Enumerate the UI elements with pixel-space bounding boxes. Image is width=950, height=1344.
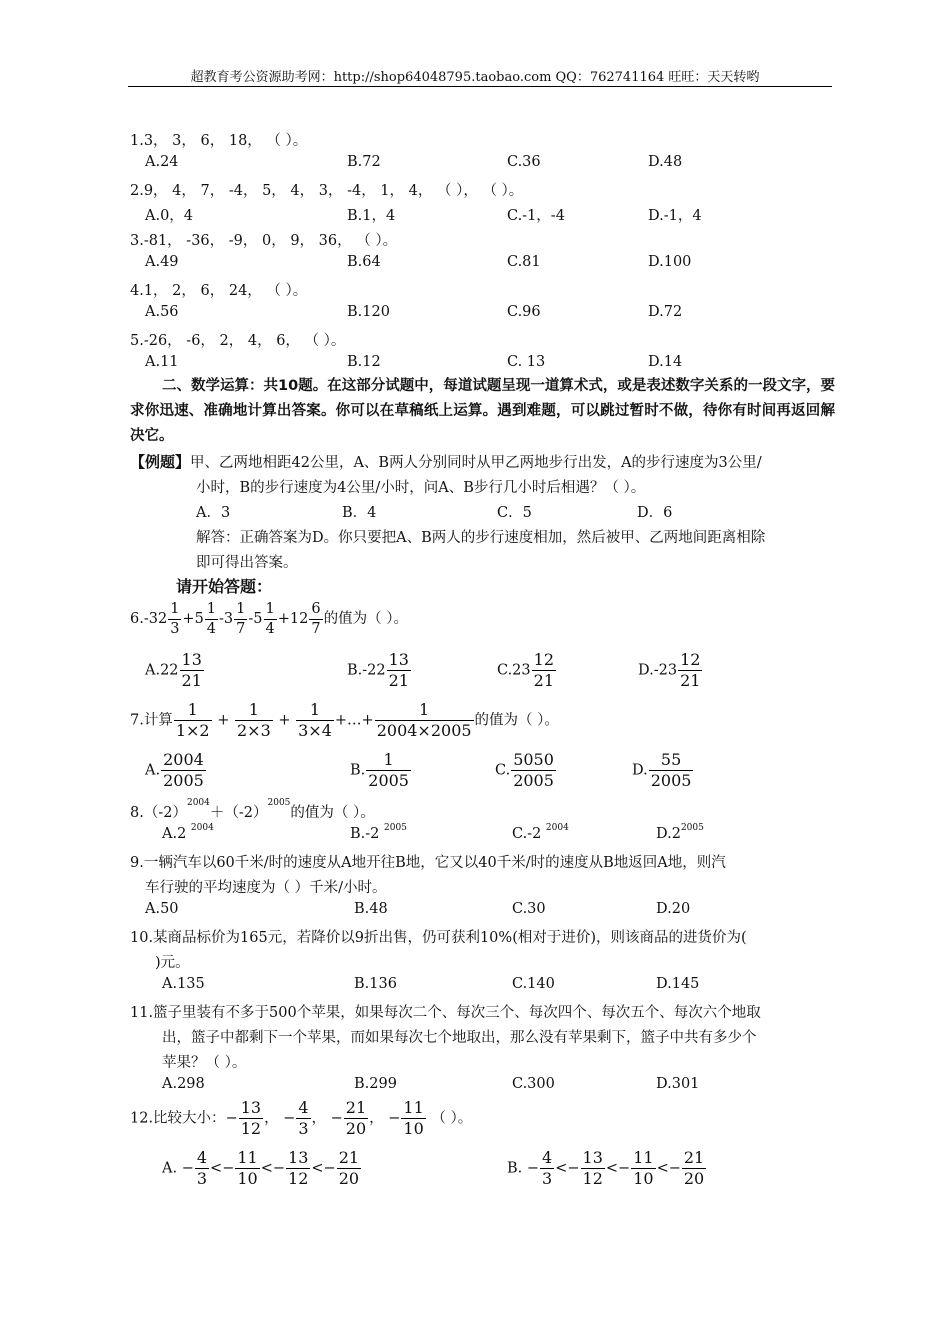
q4-option-b: B.120 [347,304,390,320]
q10-option-b: B.136 [354,976,397,992]
section2-instructions: 二、数学运算：共10题。在这部分试题中，每道试题呈现一道算术式，或是表述数字关系的一段文字，要求你迅速、准确地计算出答案。你可以在草稿纸上运算。遇到难题，可以跳过暂时不做，待你有时间再返回解决它。 [130,378,835,444]
q6-option-a: A.22 $\frac{13}{21}$ [145,650,202,690]
q11-line3: 苹果？（ ）。 [162,1055,247,1071]
q5-option-d: D.14 [648,354,683,370]
example-option-b: B．4 [342,505,377,521]
start-heading: 请开始答题： [176,577,273,596]
q6-stem: 6.-32 $\frac{1}{3}$ +5 $\frac{1}{4}$ -3 $\frac{1}{7}$ -5 $\frac{1}{4}$ +12 $\frac{6}{7}$ 的值为（ ）。 [130,601,408,637]
q3-option-d: D.100 [648,254,692,270]
q1-option-c: C.36 [507,154,541,170]
q6-option-c: C.23 $\frac{12}{21}$ [497,650,554,690]
q5-option-c: C. 13 [507,354,546,370]
q1-option-a: A.24 [145,154,179,170]
q5-option-a: A.11 [145,354,179,370]
q11-option-b: B.299 [354,1076,397,1092]
example-answer-2: 即可得出答案。 [196,555,298,571]
q10-line2: )元。 [155,955,190,971]
example-line1 [130,451,762,472]
q5-option-b: B.12 [347,354,381,370]
q11-line1: 11.篮子里装有不多于500个苹果，如果每次二个、每次三个、每次四个、每次五个、每次六个地取 [130,1005,761,1021]
q3-option-c: C.81 [507,254,541,270]
q11-line2: 出，篮子中都剩下一个苹果，而如果每次七个地取出，那么没有苹果剩下，篮子中共有多少个 [162,1030,757,1046]
q9-line1: 9.一辆汽车以60千米/时的速度从A地开往B地，它又以40千米/时的速度从B地返回A地，则汽 [130,855,726,871]
q2-stem: 2.9， 4， 7， -4， 5， 4， 3， -4， 1， 4， （ ）， （ ）。 [130,183,524,199]
q2-option-b: B.1，4 [347,208,396,224]
example-option-a: A．3 [196,505,231,521]
q1-stem: 1.3， 3， 6， 18， （ ）。 [130,133,308,149]
example-label: 【例题】 [130,453,191,471]
q6-option-b: B.-22 $\frac{13}{21}$ [347,650,409,690]
q1-option-b: B.72 [347,154,381,170]
example-text-1: 甲、乙两地相距42公里，A、B两人分别同时从甲乙两地步行出发，A的步行速度为3公里/ [190,455,762,471]
q11-option-a: A.298 [162,1076,205,1092]
q7-option-c: C. $\frac{5050}{2005}$ [495,750,554,790]
q9-line2: 车行驶的平均速度为（ ）千米/小时。 [145,880,387,896]
q10-line1: 10.某商品标价为165元，若降价以9折出售，仍可获利10%(相对于进价)，则该商品的进货价为( [130,930,747,946]
q8-option-b: B.-2 $^{2005}$ [350,823,407,842]
q7-option-a: A. $\frac{2004}{2005}$ [145,750,204,790]
q8-option-c: C.-2 $^{2004}$ [512,823,569,842]
q5-stem: 5.-26， -6， 2， 4， 6， （ ）。 [130,333,346,349]
q3-option-b: B.64 [347,254,381,270]
example-answer-1: 解答：正确答案为D。你只要把A、B两人的步行速度相加，然后被甲、乙两地间距离相除 [196,530,766,546]
q11-option-c: C.300 [512,1076,555,1092]
header-rule [128,86,832,87]
q2-option-a: A.0，4 [145,208,194,224]
q3-option-a: A.49 [145,254,179,270]
q6-option-d: D.-23 $\frac{12}{21}$ [638,650,701,690]
q9-option-a: A.50 [145,901,179,917]
q4-option-c: C.96 [507,304,541,320]
q9-option-c: C.30 [512,901,546,917]
q2-option-d: D.-1，4 [648,208,702,224]
q7-option-d: D. $\frac{55}{2005}$ [632,750,692,790]
q12-stem: 12.比较大小：− $\frac{13}{12}$ ， − $\frac{4}{3}$ ， − $\frac{21}{20}$ ， − $\frac{11}{10}$ （ ）。 [130,1098,473,1138]
q9-option-b: B.48 [354,901,388,917]
q7-option-b: B. $\frac{1}{2005}$ [350,750,409,790]
page-header: 超教育考公资源助考网：http://shop64048795.taobao.com QQ：762741164 旺旺：天天转哟 [190,70,760,85]
q2-option-c: C.-1，-4 [507,208,565,224]
q4-stem: 4.1， 2， 6， 24， （ ）。 [130,283,308,299]
q4-option-a: A.56 [145,304,179,320]
q10-option-a: A.135 [162,976,205,992]
example-option-c: C．5 [497,505,532,521]
example-text-2: 小时，B的步行速度为4公里/小时，问A、B步行几小时后相遇？（ ）。 [196,480,646,496]
example-option-d: D．6 [637,505,673,521]
q3-stem: 3.-81， -36， -9， 0， 9， 36， （ ）。 [130,233,398,249]
q8-option-a: A.2 $^{2004}$ [162,823,214,842]
q12-option-a: A. − $\frac{4}{3}$ <− $\frac{11}{10}$ <− $\frac{13}{12}$ <− $\frac{21}{20}$ [162,1148,360,1188]
q11-option-d: D.301 [656,1076,700,1092]
q7-stem: 7.计算 $\frac{1}{1\times 2}$ + $\frac{1}{2\times 3}$ + $\frac{1}{3\times 4}$ +…+ $\frac{1}{2004\times 2005}$ 的值为（ ）。 [130,700,559,740]
q4-option-d: D.72 [648,304,683,320]
q9-option-d: D.20 [656,901,691,917]
q8-stem: $8.(-2)^{2004}+(-2)^{2005}$的值为（ ）。 [130,798,375,821]
q8-option-d: $D.2^{2005}$ [656,823,704,842]
q10-option-c: C.140 [512,976,555,992]
q10-option-d: D.145 [656,976,700,992]
q1-option-d: D.48 [648,154,683,170]
q12-option-b: B. − $\frac{4}{3}$ <− $\frac{13}{12}$ <− $\frac{11}{10}$ <− $\frac{21}{20}$ [507,1148,705,1188]
